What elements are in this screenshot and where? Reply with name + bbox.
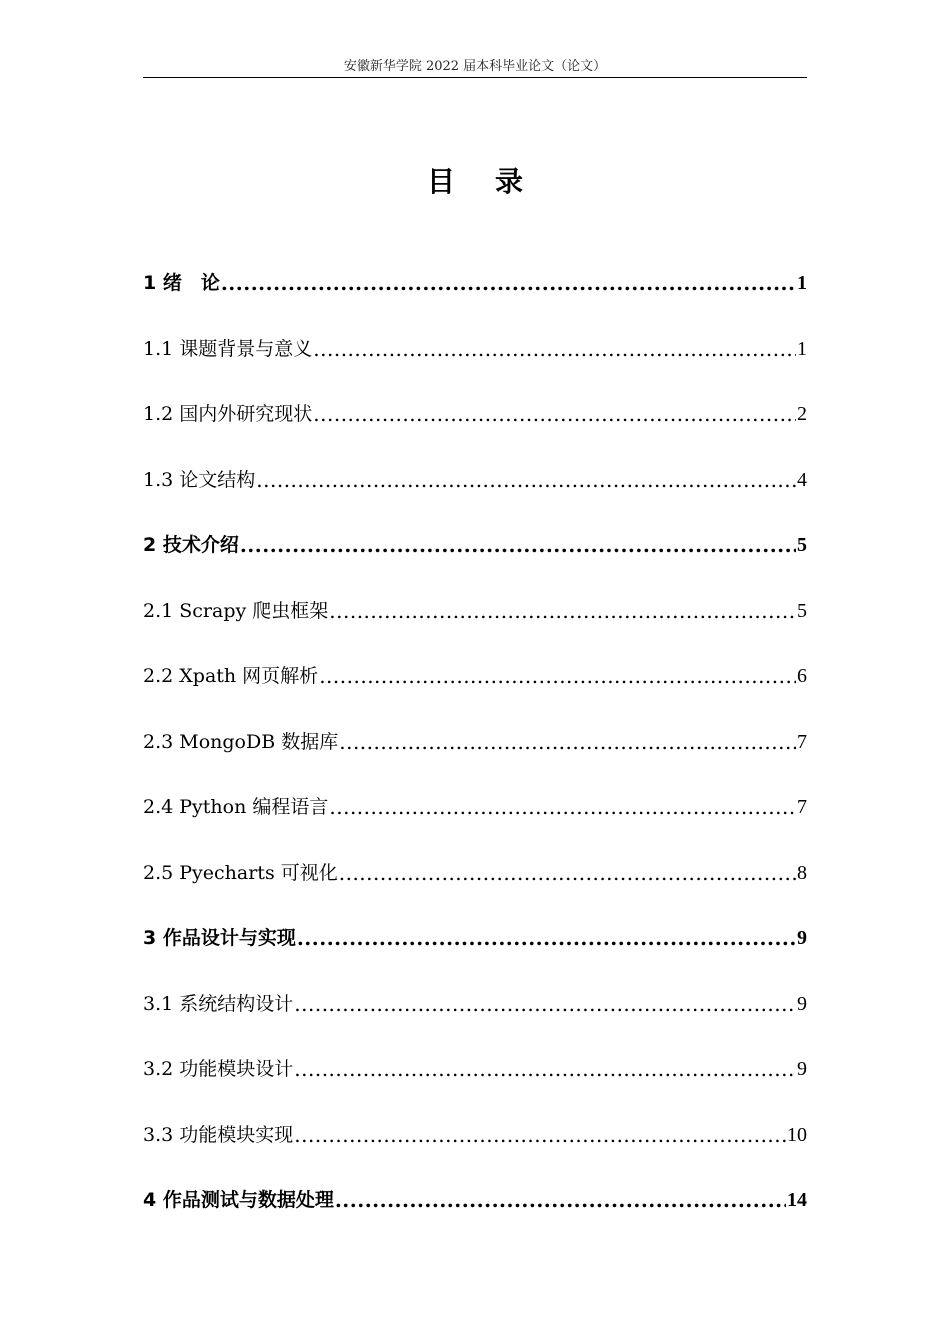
toc-entry-page: 1 xyxy=(797,337,807,360)
toc-entry-page: 10 xyxy=(787,1123,807,1146)
toc-entry[interactable] xyxy=(143,975,807,1017)
toc-entry-page: 7 xyxy=(797,796,807,818)
toc-entry[interactable] xyxy=(143,451,807,493)
dot-leader xyxy=(329,794,796,820)
running-header: 安徽新华学院 2022 届本科毕业论文（论文） xyxy=(343,59,607,74)
toc-entry-label: 4 作品测试与数据处理 xyxy=(143,1189,334,1211)
toc-entry-label: 1.3 论文结构 xyxy=(143,468,256,491)
dot-leader xyxy=(335,1187,786,1213)
toc-entry[interactable] xyxy=(143,1040,807,1082)
toc-entry[interactable] xyxy=(143,320,807,362)
toc-entry-label: 2.4 Python 编程语言 xyxy=(143,796,329,818)
toc-title: 目录 xyxy=(426,165,563,198)
toc-entry-label: 2.1 Scrapy 爬虫框架 xyxy=(143,599,329,622)
dot-leader xyxy=(240,532,796,558)
toc-entry-label: 2.5 Pyecharts 可视化 xyxy=(143,861,338,884)
toc-entry-page: 9 xyxy=(797,1058,807,1080)
toc-entry-page: 9 xyxy=(797,992,807,1015)
toc-entry-page: 9 xyxy=(797,927,807,949)
toc-entry-page: 6 xyxy=(797,665,807,687)
dot-leader xyxy=(221,270,796,296)
toc-entry[interactable] xyxy=(143,385,807,427)
dot-leader xyxy=(319,663,796,689)
toc-entry[interactable] xyxy=(143,778,807,820)
toc-entry-page: 5 xyxy=(797,534,807,556)
toc-entry-page: 1 xyxy=(797,272,807,294)
toc-entry-label: 2.2 Xpath 网页解析 xyxy=(143,665,319,687)
toc-entry[interactable] xyxy=(143,844,807,886)
dot-leader xyxy=(297,925,796,951)
dot-leader xyxy=(294,991,796,1017)
toc-entry[interactable] xyxy=(143,713,807,755)
toc-entry[interactable] xyxy=(143,516,807,558)
toc-entry[interactable] xyxy=(143,582,807,624)
dot-leader xyxy=(329,598,796,624)
toc-entry-page: 7 xyxy=(797,730,807,753)
dot-leader xyxy=(339,729,796,755)
toc-entry-label: 1.1 课题背景与意义 xyxy=(143,337,313,360)
toc-entry-page: 14 xyxy=(787,1189,807,1211)
toc-entry-label: 3 作品设计与实现 xyxy=(143,927,296,949)
dot-leader xyxy=(256,467,796,493)
header-rule xyxy=(143,77,807,78)
toc-entry-page: 4 xyxy=(797,468,807,491)
toc-entry[interactable] xyxy=(143,1106,807,1148)
toc-entry-label: 2.3 MongoDB 数据库 xyxy=(143,730,339,753)
toc-entry-label: 2 技术介绍 xyxy=(143,534,239,556)
toc-entry-label: 3.2 功能模块设计 xyxy=(143,1058,294,1080)
toc-entry-page: 8 xyxy=(797,861,807,884)
toc-entry[interactable] xyxy=(143,909,807,951)
dot-leader xyxy=(313,336,796,362)
toc-entry-label: 3.3 功能模块实现 xyxy=(143,1123,294,1146)
dot-leader xyxy=(294,1122,786,1148)
toc-entry[interactable] xyxy=(143,647,807,689)
dot-leader xyxy=(294,1056,796,1082)
toc-entry-label: 1.2 国内外研究现状 xyxy=(143,403,313,425)
toc-entry-page: 2 xyxy=(797,403,807,425)
dot-leader xyxy=(313,401,796,427)
toc-entry[interactable] xyxy=(143,254,807,296)
toc-entry-page: 5 xyxy=(797,599,807,622)
toc-entry-label: 3.1 系统结构设计 xyxy=(143,992,294,1015)
toc-entry-label: 1 绪 论 xyxy=(143,272,220,294)
toc-entry[interactable] xyxy=(143,1171,807,1213)
dot-leader xyxy=(339,860,796,886)
